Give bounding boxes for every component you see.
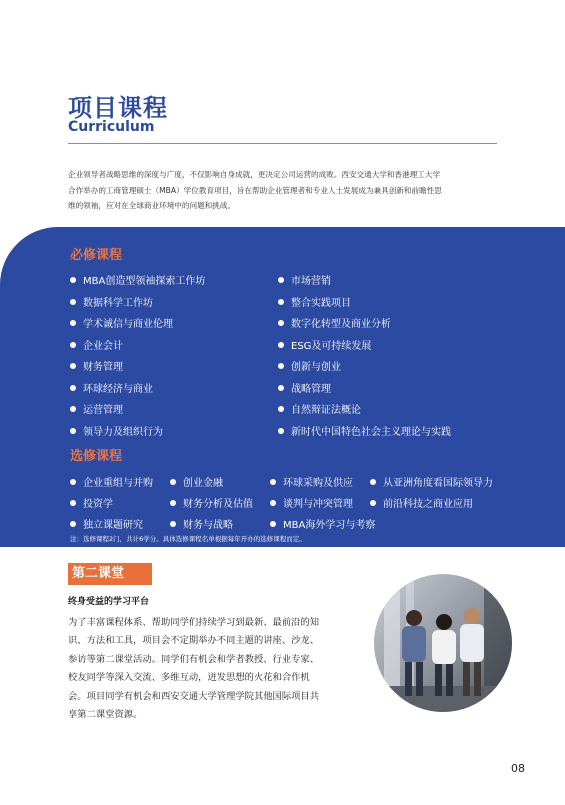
- bullet-icon: [170, 521, 176, 527]
- elective-course-item: 前沿科技之商业应用: [370, 495, 473, 510]
- required-course-item: 战略管理: [278, 380, 331, 395]
- elective-course-item: 谈判与冲突管理: [270, 495, 353, 510]
- body-line: 识、方法和工具，项目会不定期举办不同主题的讲座、沙龙、: [68, 635, 320, 647]
- intro-line: 维的领袖，应对在全球商业环境中的问题和挑战。: [68, 201, 236, 210]
- elective-course-item: 从亚洲角度看国际领导力: [370, 474, 493, 489]
- required-course-item: 数据科学工作坊: [70, 294, 153, 309]
- required-course-item: 市场营销: [278, 272, 331, 287]
- elective-note: 注：选修课程2门，共计6学分。具体选修课程名单根据每年开办的选修课程而定。: [70, 535, 306, 543]
- students-photo-illustration: [374, 574, 512, 712]
- bullet-icon: [270, 500, 276, 506]
- elective-course-item: 财务与战略: [170, 516, 233, 531]
- second-classroom-subtitle: 终身受益的学习平台: [68, 597, 150, 607]
- required-courses-heading: 必修课程: [70, 248, 123, 263]
- bullet-icon: [270, 479, 276, 485]
- bullet-icon: [278, 320, 284, 326]
- required-course-item: 环球经济与商业: [70, 380, 153, 395]
- bullet-icon: [70, 500, 76, 506]
- elective-course-item: 财务分析及估值: [170, 495, 253, 510]
- elective-course-item: 独立课题研究: [70, 516, 143, 531]
- required-course-item: 自然辩证法概论: [278, 401, 361, 416]
- bullet-icon: [70, 385, 76, 391]
- title-divider: [68, 143, 497, 144]
- bullet-icon: [270, 521, 276, 527]
- bullet-icon: [170, 479, 176, 485]
- bullet-icon: [70, 299, 76, 305]
- bullet-icon: [370, 500, 376, 506]
- required-course-item: 数字化转型及商业分析: [278, 315, 391, 330]
- body-line: 参访等第二课堂活动。同学们有机会和学者教授、行业专家、: [68, 653, 320, 665]
- required-course-item: 领导力及组织行为: [70, 423, 163, 438]
- page-number: 08: [511, 762, 525, 775]
- elective-course-item: 环球采购及供应: [270, 474, 353, 489]
- elective-course-item: MBA海外学习与考察: [270, 516, 375, 531]
- bullet-icon: [278, 299, 284, 305]
- elective-course-item: 投资学: [70, 495, 113, 510]
- bullet-icon: [70, 428, 76, 434]
- required-course-item: 创新与创业: [278, 358, 341, 373]
- bullet-icon: [278, 342, 284, 348]
- required-course-item: ESG及可持续发展: [278, 337, 371, 352]
- bullet-icon: [70, 320, 76, 326]
- bullet-icon: [370, 479, 376, 485]
- bullet-icon: [70, 406, 76, 412]
- bullet-icon: [278, 363, 284, 369]
- bullet-icon: [170, 500, 176, 506]
- intro-line: 合作举办的工商管理硕士（MBA）学位教育项目，旨在帮助企业管理者和专业人士发展成为兼具创新和前瞻性思: [68, 185, 442, 195]
- required-course-item: 新时代中国特色社会主义理论与实践: [278, 423, 451, 438]
- second-classroom-body: [68, 614, 368, 724]
- page-title: 项目课程: [68, 94, 168, 122]
- second-classroom-heading: 第二课堂: [68, 563, 152, 585]
- bullet-icon: [278, 277, 284, 283]
- bullet-icon: [70, 521, 76, 527]
- elective-course-item: 企业重组与并购: [70, 474, 153, 489]
- required-course-item: MBA创造型领袖探索工作坊: [70, 272, 205, 287]
- required-course-item: 整合实践项目: [278, 294, 351, 309]
- bullet-icon: [70, 342, 76, 348]
- intro-paragraph: [68, 167, 508, 214]
- body-line: 校友同学等深入交流、多维互动，迸发思想的火花和合作机: [68, 672, 310, 684]
- bullet-icon: [70, 277, 76, 283]
- required-course-item: 学术诚信与商业伦理: [70, 315, 173, 330]
- elective-courses-heading: 选修课程: [70, 449, 123, 464]
- required-course-item: 财务管理: [70, 358, 123, 373]
- elective-course-item: 创业金融: [170, 474, 223, 489]
- bullet-icon: [278, 385, 284, 391]
- body-line: 会。项目同学有机会和西安交通大学管理学院其他国际项目共: [68, 690, 320, 702]
- body-line: 为了丰富课程体系、帮助同学们持续学习到最新、最前沿的知: [68, 617, 320, 628]
- required-course-item: 企业会计: [70, 337, 123, 352]
- required-course-item: 运营管理: [70, 401, 123, 416]
- bullet-icon: [278, 406, 284, 412]
- bullet-icon: [70, 479, 76, 485]
- students-photo: [374, 574, 512, 712]
- bullet-icon: [70, 363, 76, 369]
- body-line: 享第二课堂资源。: [68, 709, 143, 721]
- intro-line: 企业领导者战略思维的深度与广度，不仅影响自身成就，更决定公司运营的成败。西安交通大学和香港理工大学: [68, 170, 441, 179]
- page-subtitle: Curriculum: [68, 119, 155, 135]
- bullet-icon: [278, 428, 284, 434]
